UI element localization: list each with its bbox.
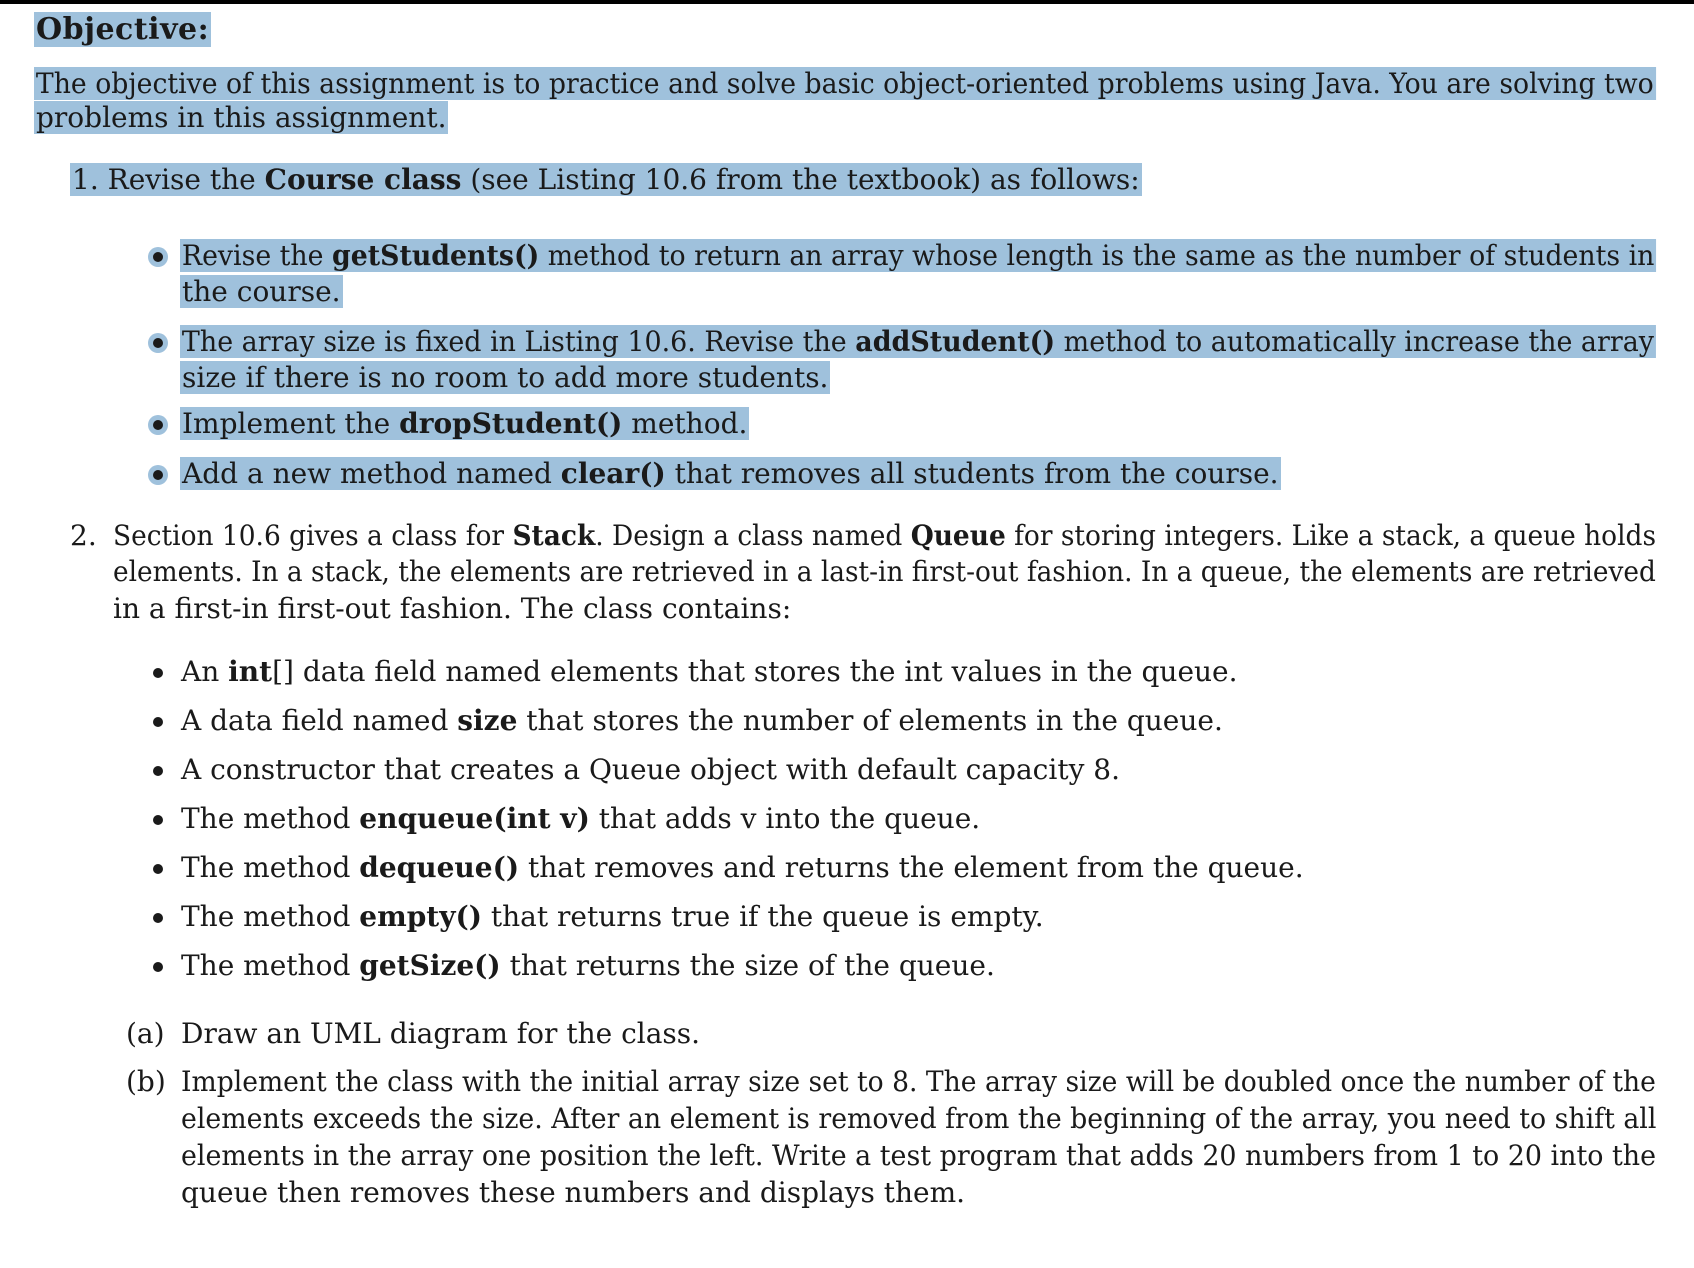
problem-2-line-3: in a first-in first-out fashion. The class contains:: [113, 592, 792, 625]
p2-bullet-6: The method empty() that returns true if the queue is empty.: [181, 900, 1044, 933]
bullet-icon: [153, 766, 163, 776]
p2-bullet-2: A data field named size that stores the number of elements in the queue.: [181, 704, 1223, 737]
problem-2-line-2: elements. In a stack, the elements are retrieved in a last-in first-out fashion. In a queue, the elements are retrieved: [113, 555, 1656, 588]
problem-2-line-1: Section 10.6 gives a class for Stack. Design a class named Queue for storing integers. Like a stack, a queue holds: [113, 519, 1657, 552]
subitem-a-label: (a): [126, 1017, 165, 1050]
subitem-b-line-4: queue then removes these numbers and displays them.: [181, 1176, 966, 1209]
intro-line-1: The objective of this assignment is to practice and solve basic object-oriented problems using Java. You are solving two: [35, 67, 1654, 100]
p2-bullet-4: The method enqueue(int v) that adds v into the queue.: [181, 802, 981, 835]
p1-bullet-4: Add a new method named clear() that removes all students from the course.: [182, 457, 1279, 490]
problem-1-title: 1. Revise the Course class (see Listing 10.6 from the textbook) as follows:: [72, 163, 1140, 196]
subitem-a-text: Draw an UML diagram for the class.: [181, 1017, 701, 1050]
bullet-icon: [153, 252, 163, 262]
subitem-b-line-2: elements exceeds the size. After an element is removed from the beginning of the array, you need to shift all: [181, 1102, 1657, 1135]
p1-bullet-1-line-1: Revise the getStudents() method to return an array whose length is the same as the number of students in: [181, 239, 1655, 272]
subitem-b-line-3: elements in the array one position the left. Write a test program that adds 20 numbers from 1 to 20 into the: [181, 1139, 1657, 1172]
bullet-icon: [153, 470, 163, 480]
objective-heading: Objective:: [36, 12, 210, 47]
p2-bullet-7: The method getSize() that returns the size of the queue.: [181, 949, 995, 982]
bullet-icon: [153, 962, 163, 972]
bullet-icon: [153, 338, 163, 348]
p1-bullet-1-line-2: the course.: [182, 275, 341, 308]
problem-1-number: 1.: [72, 163, 99, 196]
p2-bullet-5: The method dequeue() that removes and returns the element from the queue.: [181, 851, 1304, 884]
p1-bullet-2-line-2: size if there is no room to add more students.: [182, 361, 829, 394]
bullet-icon: [153, 864, 163, 874]
bullet-icon: [153, 668, 163, 678]
problem-2-number: 2.: [70, 519, 97, 552]
bullet-icon: [153, 913, 163, 923]
subitem-b-label: (b): [126, 1065, 166, 1098]
p2-bullet-1: An int[] data field named elements that stores the int values in the queue.: [181, 655, 1238, 688]
bullet-icon: [153, 420, 163, 430]
p2-bullet-3: A constructor that creates a Queue object with default capacity 8.: [181, 753, 1120, 786]
intro-line-2: problems in this assignment.: [36, 101, 447, 134]
bullet-icon: [153, 717, 163, 727]
p1-bullet-2-line-1: The array size is fixed in Listing 10.6. Revise the addStudent() method to automatically increase the array: [181, 325, 1654, 358]
p1-bullet-3: Implement the dropStudent() method.: [182, 407, 748, 440]
bullet-icon: [153, 815, 163, 825]
subitem-b-line-1: Implement the class with the initial array size set to 8. The array size will be doubled once the number of the: [181, 1065, 1656, 1098]
